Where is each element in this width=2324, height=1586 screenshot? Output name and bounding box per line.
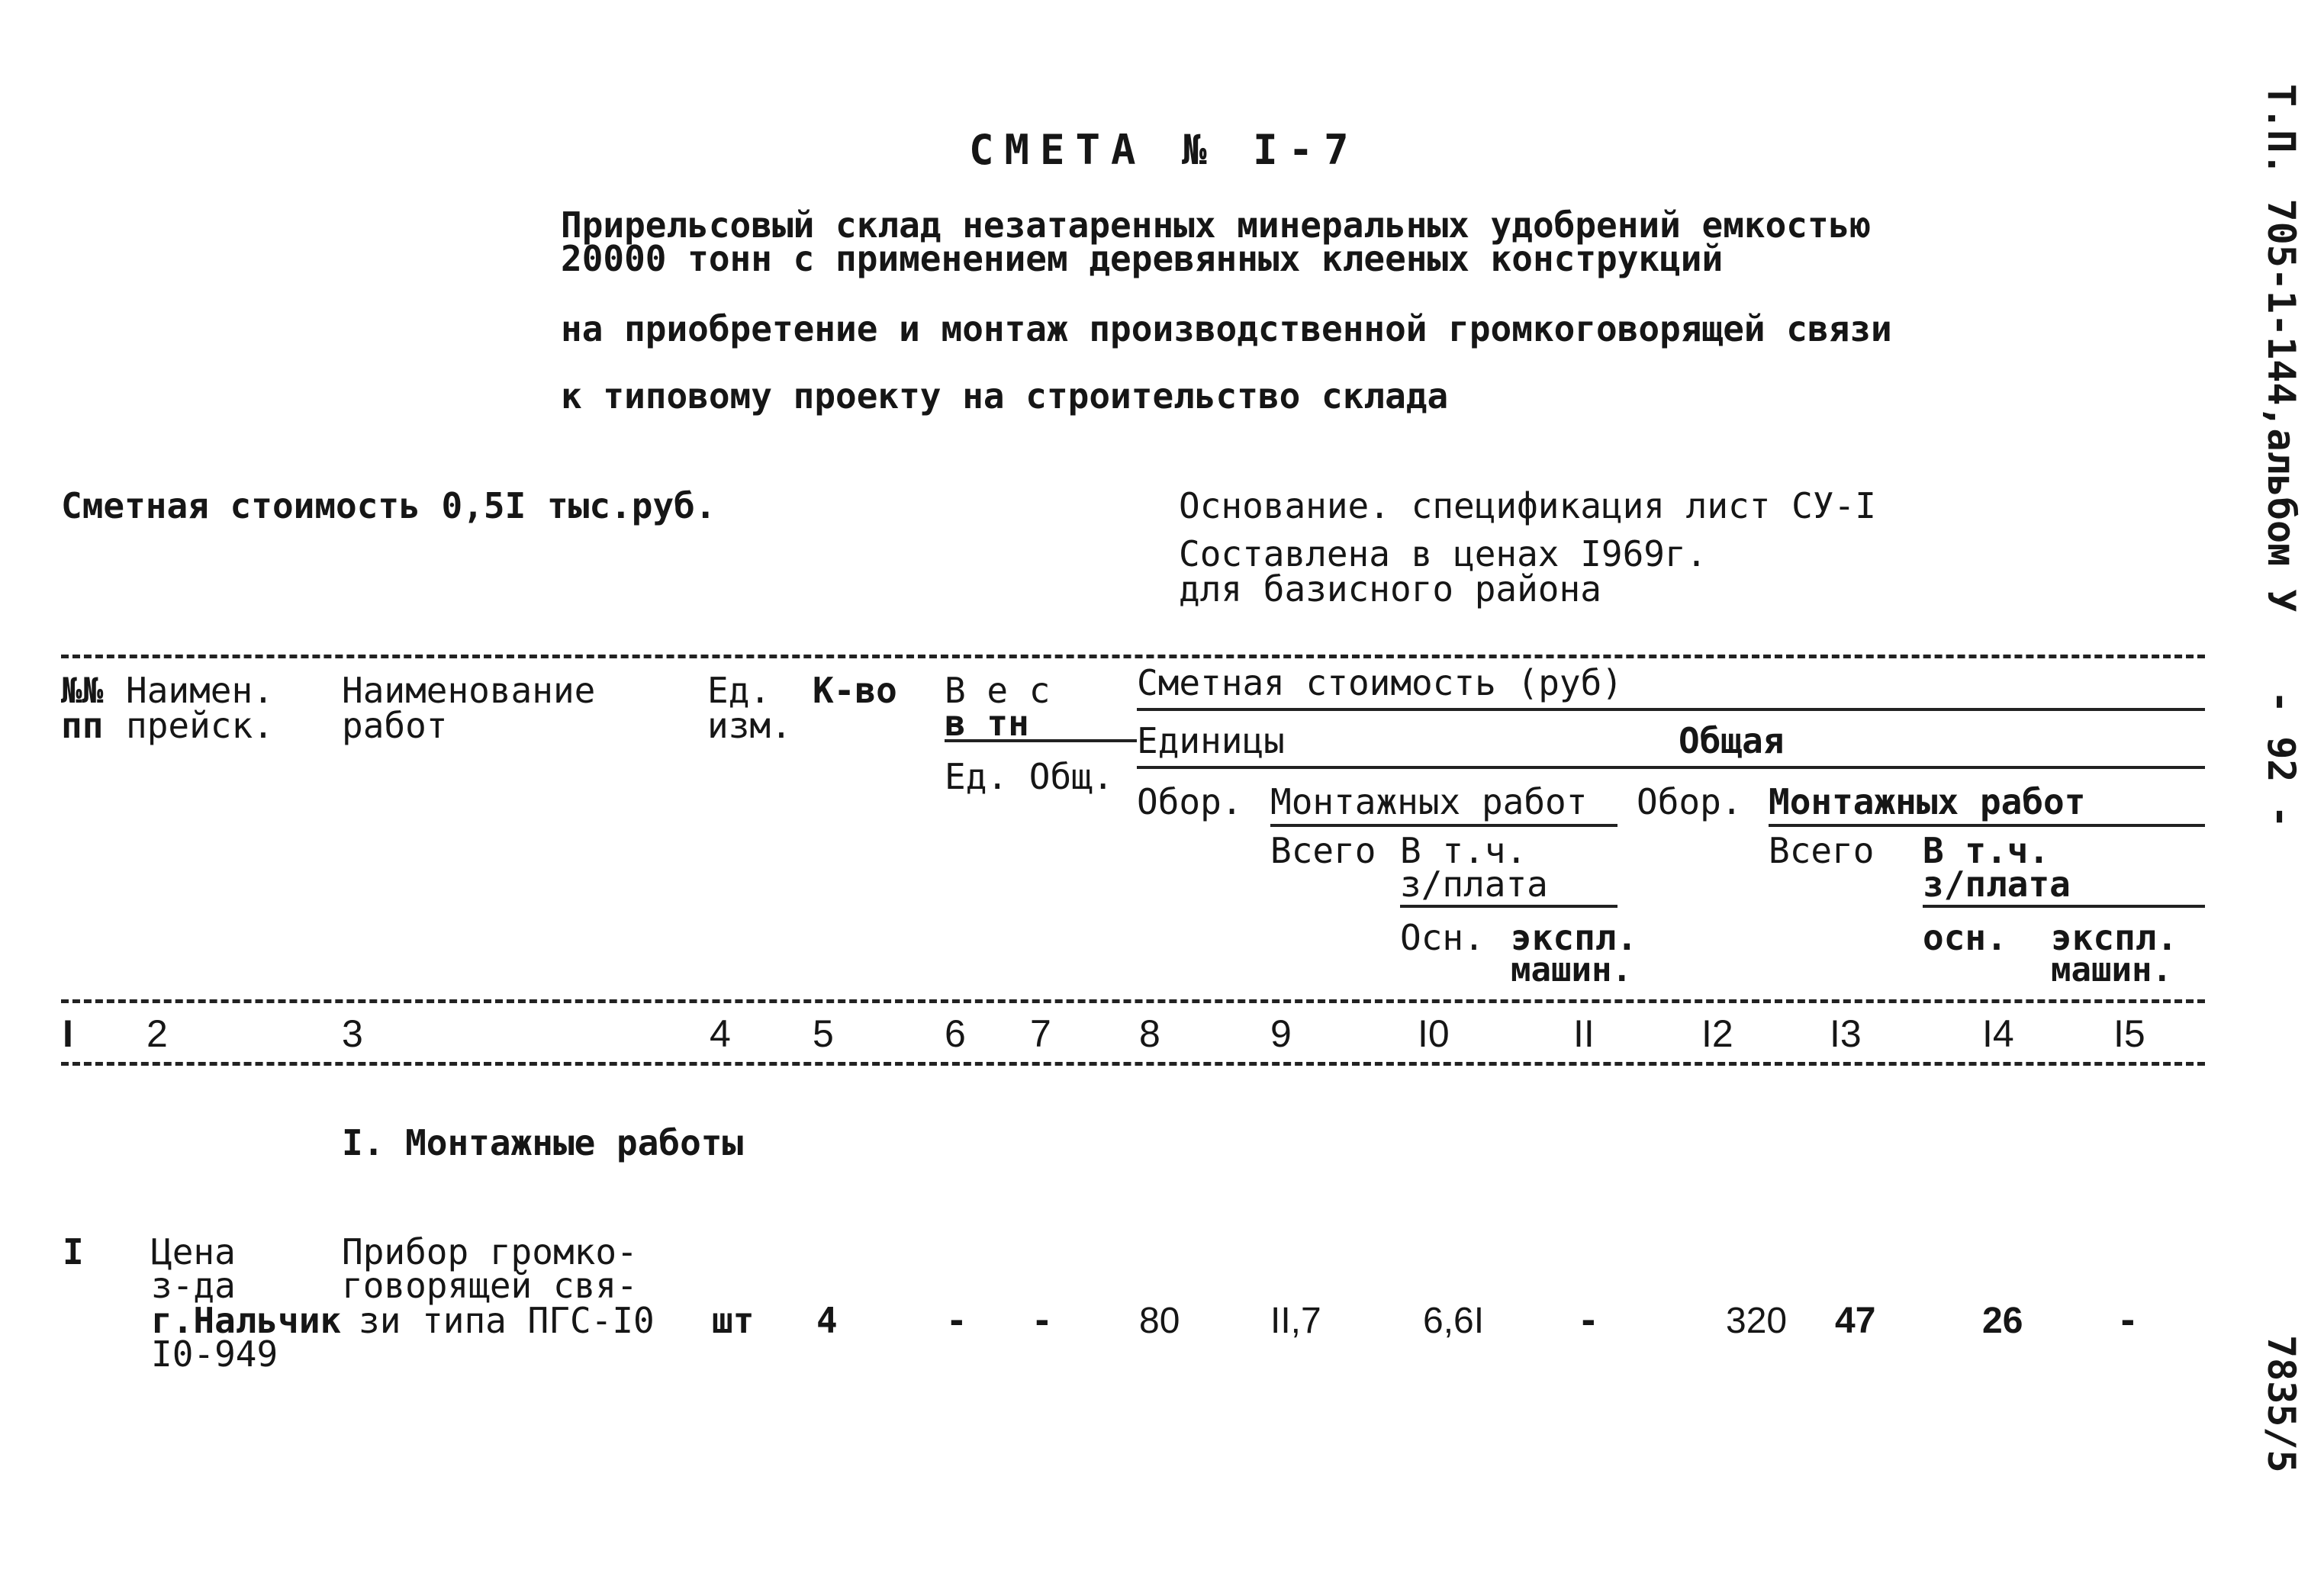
header-num-a: №№: [61, 670, 104, 711]
row-pricelist-2: з-да: [151, 1265, 236, 1306]
header-mach-unit-b: машин.: [1511, 951, 1632, 989]
basis-line-3: для базисного района: [1179, 568, 1601, 610]
install-total-rule: [1769, 824, 2205, 827]
colnum-4: 4: [710, 1012, 731, 1055]
header-mach-total-a: экспл.: [2051, 917, 2178, 958]
colnum-13: I3: [1830, 1012, 1862, 1055]
row-qty: 4: [816, 1300, 838, 1341]
colnum-2: 2: [146, 1012, 168, 1055]
colnum-6: 6: [945, 1012, 966, 1055]
colnum-11: II: [1573, 1012, 1595, 1055]
header-qty: К-во: [813, 670, 897, 711]
table-top-rule: [61, 655, 2205, 658]
colnum-14: I4: [1982, 1012, 2014, 1055]
incl-total-rule: [1923, 905, 2205, 908]
header-all-unit: Всего: [1270, 830, 1376, 871]
header-all-total: Всего: [1769, 830, 1875, 871]
row-work-3: зи типа ПГС-I0: [359, 1300, 655, 1341]
subtitle-line-4: к типовому проекту на строительство склада: [561, 375, 1449, 417]
colnum-12: I2: [1701, 1012, 1733, 1055]
side-code: 7835/5: [2259, 1335, 2303, 1473]
unit-total-rule: [1137, 766, 2205, 769]
row-weight-total: -: [1032, 1300, 1053, 1341]
incl-unit-rule: [1400, 905, 1617, 908]
header-weight-c: Ед. Общ.: [945, 756, 1114, 797]
colnum-10: I0: [1418, 1012, 1450, 1055]
row-pricelist-4: I0-949: [151, 1333, 278, 1375]
row-all-total: 47: [1835, 1301, 1876, 1341]
header-unit-b: изм.: [707, 705, 792, 746]
header-incl-total-b: з/плата: [1923, 864, 2071, 905]
header-work-a: Наименование: [342, 670, 596, 711]
header-incl-total-a: В т.ч.: [1923, 830, 2050, 871]
basis-line-2: Составлена в ценах I969г.: [1179, 533, 1708, 574]
colnum-7: 7: [1030, 1012, 1051, 1055]
weight-rule: [945, 739, 1137, 742]
row-pricelist-1: Цена: [151, 1231, 236, 1272]
row-main-total: 26: [1982, 1301, 2023, 1341]
row-unit: шт: [712, 1300, 755, 1341]
row-all-unit: II,7: [1270, 1301, 1321, 1341]
header-bottom-rule: [61, 999, 2205, 1003]
row-work-1: Прибор громко-: [342, 1231, 638, 1272]
install-unit-rule: [1270, 824, 1617, 827]
estimate-title: СМЕТА № I-7: [969, 126, 1360, 174]
row-num: I: [63, 1231, 84, 1272]
header-mach-total-b: машин.: [2051, 951, 2172, 989]
cost-estimate: Сметная стоимость 0,5I тыс.руб.: [61, 485, 716, 526]
subtitle-line-2: 20000 тонн с применением деревянных клееных конструкций: [561, 238, 1724, 279]
header-equip-unit: Обор.: [1137, 781, 1243, 822]
basis-line-1: Основание. спецификация лист СУ-I: [1179, 485, 1876, 526]
row-weight-unit: -: [946, 1300, 967, 1341]
side-page-number: - 92 -: [2259, 690, 2303, 828]
header-main-total: осн.: [1923, 917, 2007, 958]
colnum-bottom-rule: [61, 1062, 2205, 1066]
header-incl-unit-b: з/плата: [1400, 864, 1548, 905]
header-work-b: работ: [342, 705, 448, 746]
colnum-8: 8: [1139, 1012, 1160, 1055]
header-total: Общая: [1679, 720, 1785, 761]
subtitle-line-3: на приобретение и монтаж производственной громкоговорящей связи: [561, 308, 1892, 349]
colnum-3: 3: [342, 1012, 363, 1055]
row-pricelist-3: г.Нальчик: [151, 1300, 342, 1341]
subtitle-line-1: Прирельсовый склад незатаренных минеральных удобрений емкостью: [561, 204, 1872, 246]
colnum-5: 5: [813, 1012, 834, 1055]
header-install-unit: Монтажных работ: [1270, 781, 1588, 822]
row-equip-total: 320: [1726, 1301, 1788, 1341]
header-pricelist-a: Наимен.: [126, 670, 274, 711]
header-unit-a: Ед.: [707, 670, 771, 711]
header-main-unit: Осн.: [1400, 917, 1485, 958]
section-title: I. Монтажные работы: [342, 1122, 744, 1163]
row-mach-unit: -: [1578, 1300, 1599, 1341]
row-work-2: говорящей свя-: [342, 1265, 638, 1306]
colnum-9: 9: [1270, 1012, 1292, 1055]
row-mach-total: -: [2117, 1300, 2139, 1341]
header-equip-total: Обор.: [1637, 781, 1743, 822]
header-weight-a: В е с: [945, 670, 1051, 711]
header-cost: Сметная стоимость (руб): [1137, 662, 1623, 703]
header-num-b: пп: [61, 705, 104, 746]
header-per-unit: Единицы: [1137, 720, 1285, 761]
row-equip-unit: 80: [1139, 1301, 1180, 1341]
header-install-total: Монтажных работ: [1769, 781, 2086, 822]
header-weight-b: в тн: [945, 703, 1029, 744]
colnum-1: I: [63, 1012, 73, 1055]
header-incl-unit-a: В т.ч.: [1400, 830, 1527, 871]
side-reference: Т.П. 705-1-144,альбом У: [2259, 84, 2303, 613]
row-main-unit: 6,6I: [1423, 1301, 1485, 1341]
colnum-15: I5: [2113, 1012, 2145, 1055]
header-mach-unit-a: экспл.: [1511, 917, 1638, 958]
header-pricelist-b: прейск.: [126, 705, 274, 746]
cost-rule: [1137, 708, 2205, 711]
